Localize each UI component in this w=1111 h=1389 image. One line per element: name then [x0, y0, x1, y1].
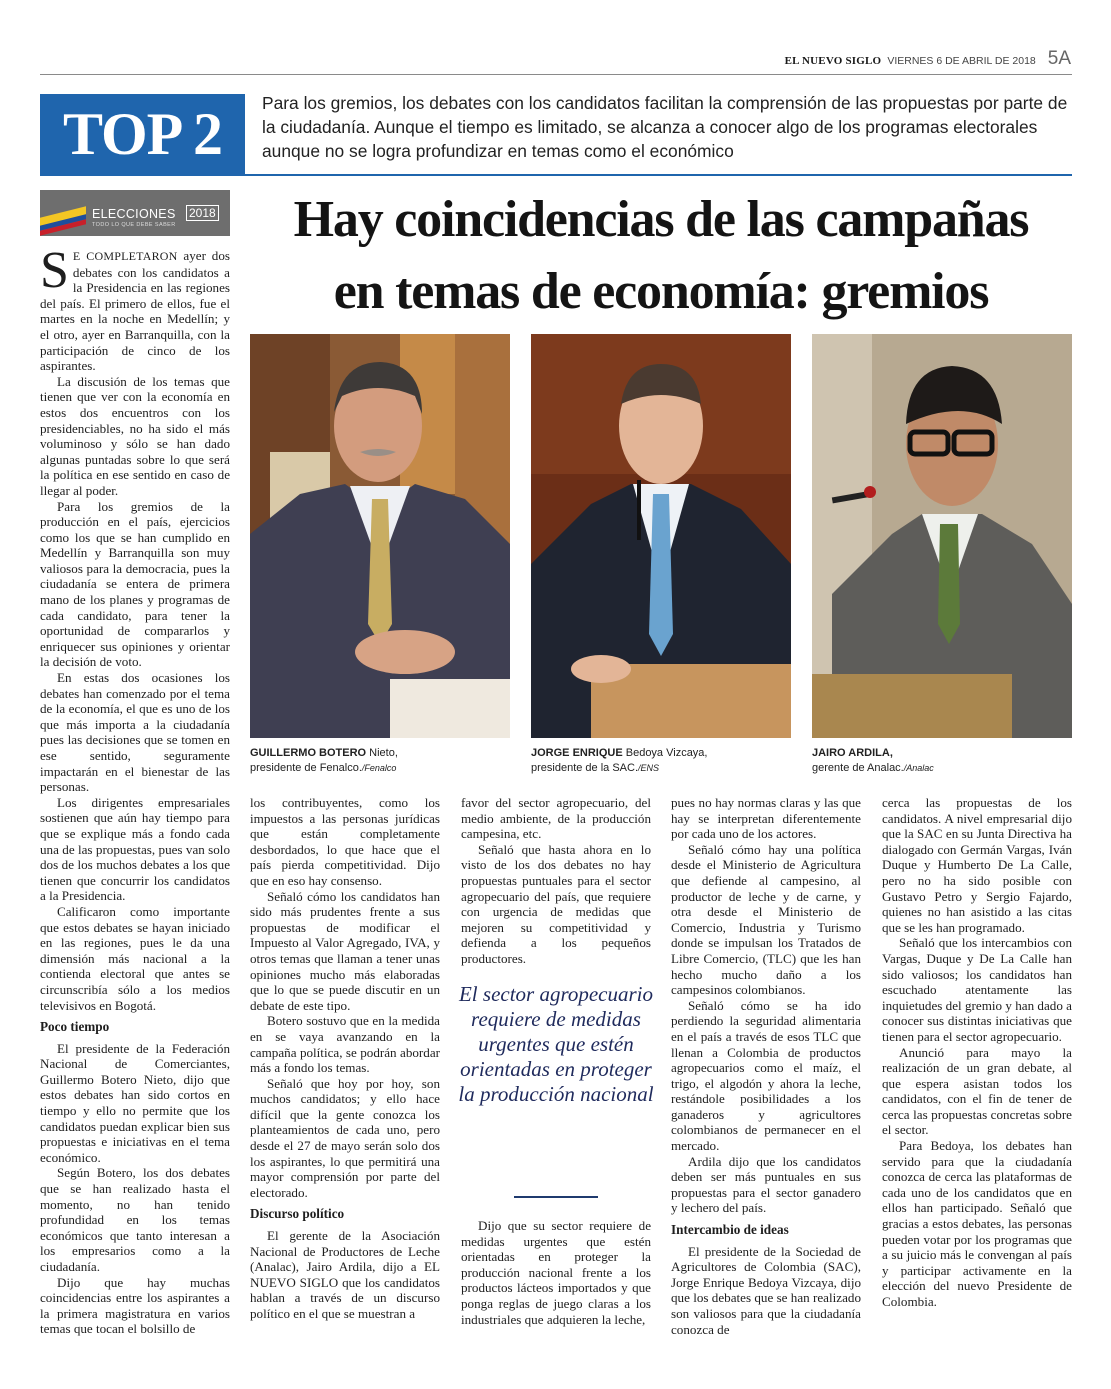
- paragraph: Señaló que los intercambios con Vargas, Duque y De La Calle han sido valiosos; los candidatos han escuchado atentamente las inquietudes del gremio y han dado a conocer sus distintas iniciativas que tienen para el sector agropecuario.: [882, 935, 1072, 1044]
- caption-photo-3: [812, 746, 1072, 776]
- paragraph: Señaló cómo los candidatos han sido más prudentes frente a sus propuestas de modificar el Impuesto al Valor Agregado, IVA, y otros temas que llaman a tener unas opiniones mucho más elaboradas que lo que se puede discutir en un debate de este tipo.: [250, 888, 440, 1013]
- caption-role: presidente de la SAC.: [531, 762, 639, 774]
- drop-cap: S: [40, 242, 69, 299]
- article-column-3-top: [461, 795, 651, 967]
- caption-credit: /Fenalco: [361, 763, 397, 773]
- article-column-2: [250, 795, 440, 1322]
- article-column-3-bottom: [461, 1218, 651, 1327]
- section-year: 2018: [186, 205, 219, 221]
- paragraph: Señaló cómo hay una política desde el Ministerio de Agricultura que defiende al campesino, al productor de leche y de carne, y otra desde el Ministerio de Comercio, Industria y Turismo donde se impulsan los Tratados de Libre Comercio, (TLC) que les han hecho mucho daño a los campesinos colombianos.: [671, 841, 861, 998]
- subhead-intercambio-de-ideas: Intercambio de ideas: [671, 1222, 789, 1238]
- headline-line-1: Hay coincidencias de las campañas: [293, 191, 1029, 248]
- paragraph: Para los gremios de la producción en el país, ejercicios como los que se han cumplido en Medellín y Barranquilla son muy valiosos para la democracia, pues la ciudadanía se entera de primera mano de los planes y programas de cada candidato, para tener la oportunidad de compararlos y enriquecer sus opiniones y orientar la decisión de voto.: [40, 498, 230, 670]
- headline: [250, 184, 1072, 328]
- caption-role: gerente de Analac.: [812, 762, 904, 774]
- paragraph: Señaló que hoy por hoy, son muchos candidatos; y ello hace difícil que la gente conozca los planteamientos de cada uno, pero desde el 27 de mayo serán solo dos los aspirantes, lo que permitirá una mayor comprensión por parte del electorado.: [250, 1075, 440, 1200]
- paragraph: La discusión de los temas que tienen que ver con la economía en estos dos encuentros con los presidenciables, no ha sido el más voluminoso y sólo se han dado algunas puntadas sobre lo que será la política en ese sentido en caso de llegar al poder.: [40, 373, 230, 498]
- paragraph: Dijo que hay muchas coincidencias entre los aspirantes a la primera magistratura en varios temas que tocan el bolsillo de: [40, 1274, 230, 1337]
- caption-credit: /ENS: [638, 763, 660, 773]
- paragraph: Señaló cómo se ha ido perdiendo la seguridad alimentaria en el país a través de esos TLC que llenan a Colombia de productos agropecuarios como el maíz, el trigo, el algodón y ahora la leche, restándole posibilidades a los ganaderos y agricultores colombianos de permanecer en el mercado.: [671, 997, 861, 1154]
- caption-name-bold: JAIRO ARDILA,: [812, 747, 893, 759]
- lead-paragraph: [40, 242, 230, 374]
- paragraph: favor del sector agropecuario, del medio ambiente, de la producción campesina, etc.: [461, 795, 651, 842]
- paragraph: El presidente de la Sociedad de Agricultores de Colombia (SAC), Jorge Enrique Bedoya Vizcaya, dijo que los debates que se han realizado son valiosos para que la ciudadanía conozca de: [671, 1243, 861, 1337]
- caption-role: presidente de Fenalco.: [250, 762, 362, 774]
- paragraph: los contribuyentes, como los impuestos a las personas jurídicas que están completamente desbordados, lo que hace que el país pierda competitividad. Dijo que en eso hay consenso.: [250, 795, 440, 888]
- top-2-box: TOP 2: [40, 94, 245, 174]
- folio-divider: [40, 74, 1072, 75]
- pull-quote-rule: [514, 1196, 598, 1198]
- paragraph: Para Bedoya, los debates han servido para que la ciudadanía conozca de cerca las plataformas de cada uno de los candidatos que en ellos han participado. Señaló que gracias a estos debates, las personas pueden votar por los programas que a su juicio más le convengan al país y participar activamente en la elección del nuevo Presidente de Colombia.: [882, 1138, 1072, 1309]
- section-label: ELECCIONES: [92, 207, 176, 221]
- photo-jairo-ardila: [812, 334, 1072, 738]
- elecciones-banner: [40, 190, 230, 236]
- caption-photo-1: [250, 746, 510, 776]
- page-number: 5A: [1047, 48, 1071, 69]
- paragraph: Señaló que hasta ahora en lo visto de los dos debates no hay propuestas puntuales para el sector agropecuario del país, que requiere con urgencia de medidas que mejoren su competitividad y defienda a los pequeños productores.: [461, 841, 651, 966]
- paragraph: Dijo que su sector requiere de medidas urgentes que estén orientadas en proteger la producción nacional frente a los productos lácteos importados y que ponga reglas de juego claras a los industriales que adquieren la leche,: [461, 1218, 651, 1327]
- article-column-4: [671, 795, 861, 1337]
- caption-name-bold: GUILLERMO BOTERO: [250, 747, 367, 759]
- caption-name-rest: Bedoya Vizcaya,: [622, 747, 708, 759]
- paragraph: Calificaron como importante que estos debates se hayan iniciado en las regiones, pues le da una dimensión más nacional a la contienda electoral que antes se circunscribía sólo a los medios televisivos en Bogotá.: [40, 903, 230, 1013]
- paragraph: pues no hay normas claras y las que hay se interpretan diferentemente por cada uno de los actores.: [671, 795, 861, 842]
- pull-quote: El sector agropecuario requiere de medidas urgentes que estén orientadas en proteger la producción nacional: [458, 982, 654, 1106]
- newspaper-name: EL NUEVO SIGLO: [784, 55, 882, 67]
- article-column-5: [882, 795, 1072, 1310]
- paragraph: Botero sostuvo que en la medida en se vaya avanzando en la campaña política, se podrán abordar más a fondo los temas.: [250, 1013, 440, 1076]
- issue-date: VIERNES 6 DE ABRIL DE 2018: [887, 55, 1036, 67]
- photo-jorge-enrique-bedoya: [531, 334, 791, 738]
- intro-deck: Para los gremios, los debates con los candidatos facilitan la comprensión de las propuestas por parte de la ciudadanía. Aunque el tiempo es limitado, se alcanza a conocer algo de los programas electorales aunque no se logra profundizar en temas como el económico: [262, 93, 1068, 161]
- article-column-1: [40, 242, 230, 1337]
- lead-text: ayer dos debates con los candidatos a la Presidencia en las regiones del país. El primero de ellos, fue el martes en la noche en Medellín; y el otro, ayer en Barranquilla, con la participación de cinco de los aspirantes.: [40, 248, 230, 374]
- headline-line-2: en temas de economía: gremios: [333, 263, 989, 320]
- subhead-poco-tiempo: Poco tiempo: [40, 1019, 110, 1035]
- caption-photo-2: [531, 746, 791, 776]
- section-tagline: TODO LO QUE DEBE SABER: [92, 222, 176, 228]
- lead-caps: E COMPLETARON: [72, 249, 178, 263]
- paragraph: Los dirigentes empresariales sostienen que aún hay tiempo para que se explique más a fondo cada una de las propuestas, pues van solo dos de los muchos debates a los que tienen que concurrir los candidatos a la Presidencia.: [40, 794, 230, 904]
- paragraph: El gerente de la Asociación Nacional de Productores de Leche (Analac), Jairo Ardila, dijo a EL NUEVO SIGLO que los candidatos hablan a través de un discurso político en el que se muestran a: [250, 1228, 440, 1321]
- paragraph: Anunció para mayo la realización de un gran debate, al que espera asistan todos los candidatos, con el fin de tener de cerca las propuestas concretas sobre el sector.: [882, 1044, 1072, 1138]
- paragraph: El presidente de la Federación Nacional de Comerciantes, Guillermo Botero Nieto, dijo que estos debates han sido cortos en tiempo y ello no permite que los candidatos puedan explicar bien sus propuestas e iniciativas en el tema económico.: [40, 1040, 230, 1165]
- intro-divider: [40, 174, 1072, 176]
- paragraph: cerca las propuestas de los candidatos. A nivel empresarial dijo que la SAC en su Junta Directiva ha dialogado con Germán Vargas, Iván Duque y Humberto De La Calle, pero no ha sido posible con Gustavo Petro y Sergio Fajardo, quienes no han asistido a las citas que se les han programado.: [882, 795, 1072, 935]
- caption-name-rest: Nieto,: [366, 747, 398, 759]
- folio: [785, 48, 1071, 70]
- caption-name-bold: JORGE ENRIQUE: [531, 747, 623, 759]
- paragraph: En estas dos ocasiones los debates han comenzado por el tema de la economía, el que es uno de los que más importa a la ciudadanía pues las decisiones que se tomen en ese sentido, seguramente impactarán en el bienestar de las personas.: [40, 670, 230, 795]
- subhead-discurso-politico: Discurso político: [250, 1206, 345, 1222]
- paragraph: Ardila dijo que los candidatos deben ser más puntuales en sus propuestas para el sector ganadero y lechero del país.: [671, 1153, 861, 1216]
- caption-credit: /Analac: [903, 763, 934, 773]
- photo-guillermo-botero: [250, 334, 510, 738]
- paragraph: Según Botero, los dos debates que se han realizado hasta el momento, no han tenido profundidad en los temas económicos que tanto interesan a los empresarios como a la ciudadanía.: [40, 1165, 230, 1274]
